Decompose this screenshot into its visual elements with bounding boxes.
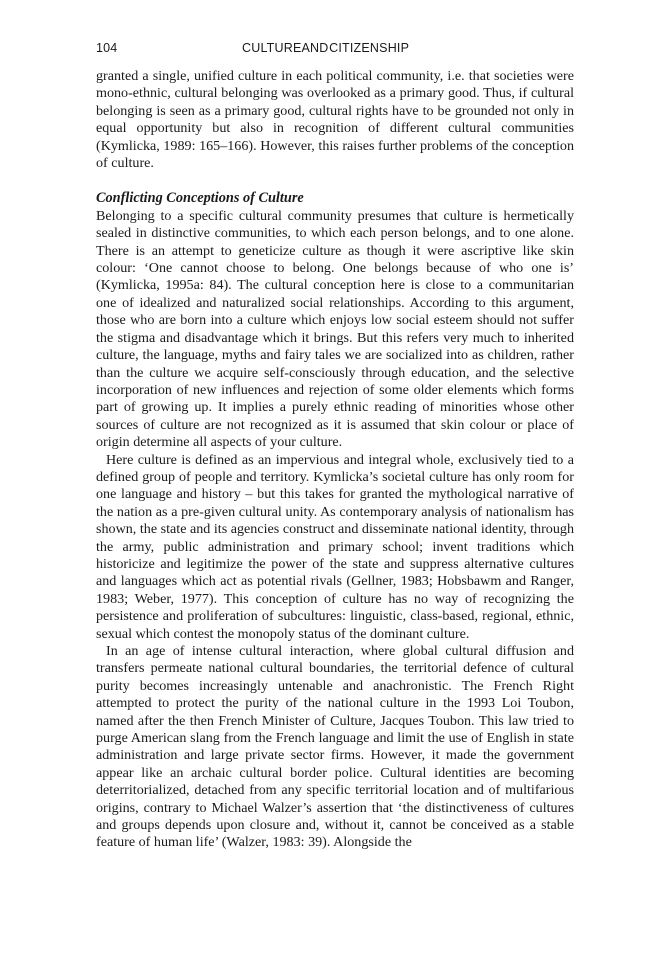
section-heading: Conflicting Conceptions of Culture: [96, 190, 304, 207]
page-header: [96, 40, 574, 58]
paragraph-3: In an age of intense cultural interaction, where global cultural diffusion and transfers permeate national cultural boundaries, the territorial defence of cultural purity becomes increasingly untenable and anachronistic. The French Right attempted to protect the purity of the national culture in the 1993 Loi Toubon, named after the then French Minister of Culture, Jacques Toubon. This law tried to purge American slang from the French language and limit the use of English in state administration and large private sector firms. However, it made the government appear like an archaic cultural border police. Cultural identities are becoming deterritorialized, detached from any specific territorial location and of multifarious origins, contrary to Michael Walzer’s assertion that ‘the distinctiveness of cultures and groups depends upon closure and, without it, cannot be conceived as a stable feature of human life’ (Walzer, 1983: 39). Alongside the: [96, 643, 574, 851]
book-page: [96, 40, 574, 852]
paragraph-1: Belonging to a specific cultural community presumes that culture is hermetically sealed in distinctive communities, to which each person belongs, and to one alone. There is an attempt to geneticize culture as though it were ascriptive like skin colour: ‘One cannot choose to belong. One belongs because of who one is’ (Kymlicka, 1995a: 84). The cultural conception here is close to a communitarian one of idealized and naturalized social relationships. According to this argument, those who are born into a culture which enjoys low social esteem should not suffer the stigma and disadvantage which it brings. But this refers very much to inherited culture, the language, myths and fairy tales we are socialized into as children, rather than the culture we acquire self-consciously through education, and the selective incorporation of new influences and rejection of some older elements which forms part of growing up. It implies a purely ethnic reading of minorities whose other sources of culture are not recognized as it is assumed that skin colour or place of origin determine all aspects of your culture.: [96, 207, 574, 451]
page-number: 104: [96, 41, 118, 55]
paragraph-2: Here culture is defined as an impervious and integral whole, exclusively tied to a defined group of people and territory. Kymlicka’s societal culture has only room for one language and history – but this takes for granted the mythological narrative of the nation as a pre-given cultural unity. As contemporary analysis of nationalism has shown, the state and its agencies construct and disseminate national identity, through the army, public administration and primary school; invent traditions which historicize and legitimize the power of the state and suppress alternative cultures and languages which act as potential rivals (Gellner, 1983; Hobsbawm and Ranger, 1983; Weber, 1977). This conception of culture has no way of recognizing the persistence and proliferation of subcultures: linguistic, class-based, regional, ethnic, sexual which contest the monopoly status of the dominant culture.: [96, 451, 574, 642]
running-head: CULTURE AND CITIZENSHIP: [242, 41, 410, 55]
opening-paragraph: granted a single, unified culture in each political community, i.e. that societies were mono-ethnic, cultural belonging was overlooked as a primary good. Thus, if cultural belonging is seen as a primary good, cultural rights have to be grounded not only in equal opportunity but also in recognition of different cultural communities (Kymlicka, 1989: 165–166). However, this raises further problems of the conception of culture.: [96, 68, 574, 172]
